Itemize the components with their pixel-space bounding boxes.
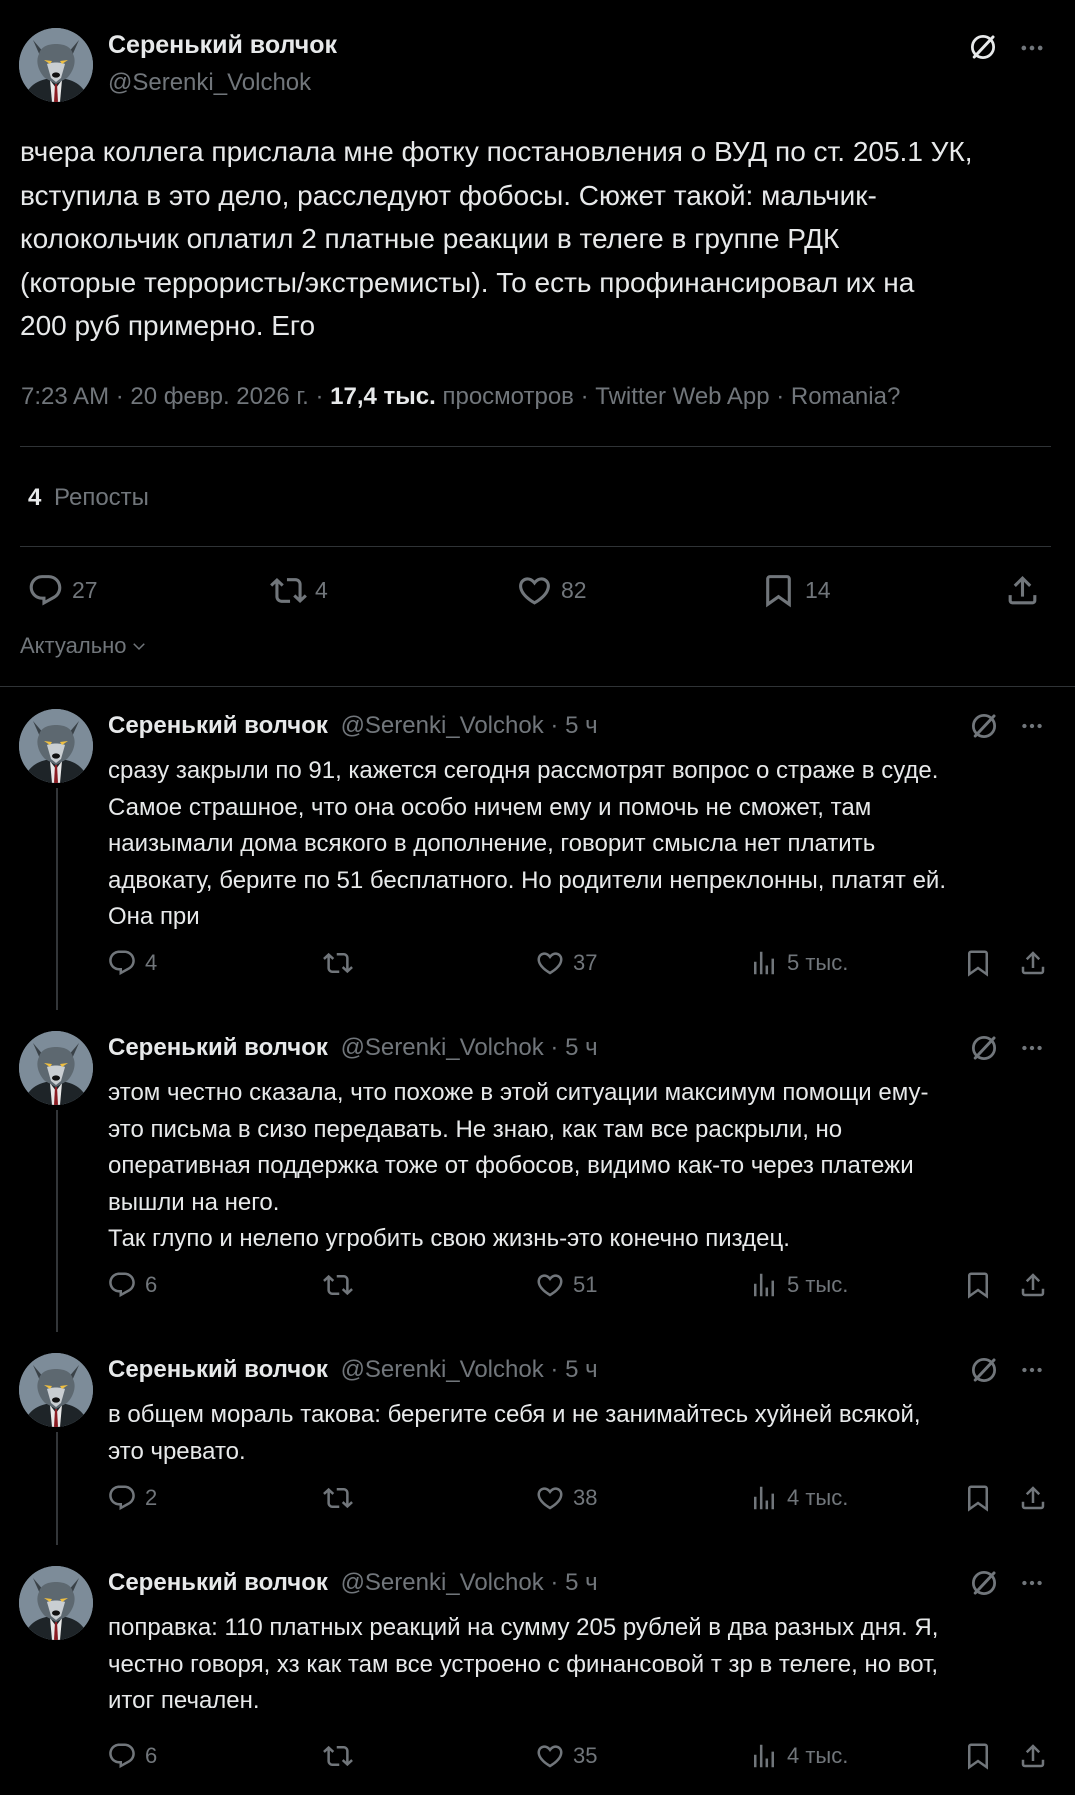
like-icon (516, 572, 553, 609)
avatar[interactable] (19, 1353, 93, 1427)
reposts-count: 4 (28, 484, 42, 511)
bookmark-icon (760, 572, 797, 609)
grok-button[interactable] (969, 1033, 999, 1063)
divider (20, 446, 1051, 447)
thread-line (56, 1110, 58, 1332)
bookmark-button[interactable] (963, 1483, 993, 1513)
thread-line (56, 1432, 58, 1545)
reply-icon (107, 1741, 137, 1771)
retweet-button[interactable] (323, 948, 361, 978)
views-count: 5 тыс. (787, 950, 849, 975)
like-button[interactable] (535, 1483, 597, 1513)
like-count: 35 (573, 1743, 598, 1768)
reply-time[interactable]: 5 ч (565, 712, 598, 739)
reply-text: в общем мораль такова: берегите себя и не занимайтесь хуйней всякой, это чревато. (108, 1401, 921, 1465)
avatar[interactable] (19, 28, 93, 102)
reply-icon (107, 1483, 137, 1513)
author-handle[interactable]: @Serenki_Volchok (340, 1569, 544, 1596)
more-button[interactable] (1019, 1357, 1045, 1383)
bookmark-button[interactable] (963, 1741, 993, 1771)
reply-time[interactable]: 5 ч (565, 1356, 598, 1383)
more-button[interactable] (1019, 1570, 1045, 1596)
grok-button[interactable] (968, 32, 998, 62)
author-name[interactable]: Серенький волчок (108, 712, 328, 739)
reply-count: 27 (72, 577, 98, 603)
share-icon (1018, 1270, 1048, 1300)
views-count: 4 тыс. (787, 1485, 849, 1510)
avatar[interactable] (19, 709, 93, 783)
more-icon (1019, 1570, 1045, 1596)
reply-icon (27, 572, 64, 609)
share-button[interactable] (1004, 572, 1041, 609)
retweet-icon (323, 1483, 353, 1513)
retweet-icon (270, 572, 307, 609)
bookmark-button[interactable] (760, 572, 831, 609)
wolf-avatar-icon (19, 1353, 93, 1427)
main-tweet (0, 0, 1075, 686)
like-count: 38 (573, 1485, 598, 1510)
bookmark-button[interactable] (963, 948, 993, 978)
reply-count: 6 (145, 1743, 158, 1768)
separator-dot: · (550, 712, 566, 739)
views-icon (749, 1270, 779, 1300)
more-button[interactable] (1019, 1035, 1045, 1061)
reply-time[interactable]: 5 ч (565, 1034, 598, 1061)
bookmark-icon (963, 1483, 993, 1513)
views-icon (749, 1741, 779, 1771)
reposts-label: Репосты (54, 484, 149, 511)
share-button[interactable] (1018, 1270, 1048, 1300)
grok-button[interactable] (969, 711, 999, 741)
reply-header (108, 712, 598, 740)
grok-button[interactable] (969, 1568, 999, 1598)
like-icon (535, 948, 565, 978)
wolf-avatar-icon (19, 709, 93, 783)
sort-dropdown[interactable] (20, 633, 148, 659)
reply-icon (107, 948, 137, 978)
views-button[interactable] (749, 1483, 848, 1513)
reply-header (108, 1356, 598, 1384)
share-icon (1018, 1483, 1048, 1513)
bookmark-count: 14 (805, 577, 831, 603)
share-button[interactable] (1018, 1741, 1048, 1771)
reply-time[interactable]: 5 ч (565, 1569, 598, 1596)
grok-icon (969, 1568, 999, 1598)
like-icon (535, 1270, 565, 1300)
author-name[interactable]: Серенький волчок (108, 1356, 328, 1383)
like-icon (535, 1741, 565, 1771)
chevron-down-icon (130, 637, 148, 655)
bookmark-button[interactable] (963, 1270, 993, 1300)
views-label: просмотров · Twitter Web App · Romania? (435, 383, 901, 410)
share-button[interactable] (1018, 948, 1048, 978)
more-icon (1018, 34, 1046, 62)
like-button[interactable] (516, 572, 587, 609)
wolf-avatar-icon (19, 1031, 93, 1105)
more-icon (1019, 1357, 1045, 1383)
separator-dot: · (550, 1034, 566, 1061)
thread-line (56, 788, 58, 1010)
reply-header (108, 1034, 598, 1062)
reply-button[interactable] (27, 572, 98, 609)
retweet-button[interactable] (323, 1741, 361, 1771)
avatar[interactable] (19, 1031, 93, 1105)
divider (20, 546, 1051, 547)
grok-icon (969, 711, 999, 741)
retweet-button[interactable] (323, 1270, 361, 1300)
like-count: 37 (573, 950, 598, 975)
reply-text: поправка: 110 платных реакций на сумму 205 рублей в два разных дня. Я, честно говоря, хз как там все устроено с финансовой т зр в телеге, но вот, итог печален. (108, 1614, 939, 1714)
like-button[interactable] (535, 948, 597, 978)
sort-label: Актуально (20, 633, 127, 658)
share-button[interactable] (1018, 1483, 1048, 1513)
more-button[interactable] (1019, 713, 1045, 739)
grok-icon (968, 32, 998, 62)
divider (0, 686, 1075, 687)
like-count: 82 (561, 577, 587, 603)
like-button[interactable] (535, 1270, 597, 1300)
author-handle[interactable]: @Serenki_Volchok (340, 712, 544, 739)
views-count: 4 тыс. (787, 1743, 849, 1768)
reposts-link[interactable] (28, 484, 149, 512)
retweet-button[interactable] (270, 572, 328, 609)
reply-text: сразу закрыли по 91, кажется сегодня рассмотрят вопрос о страже в суде. Самое страшное, что она особо ничем ему и помочь не сможет, там наизымали дома всякого в дополнение, говорит смысла нет платить адвокату, берите по 51 бесплатного. Но родители непреклонны, платят ей. Она при (108, 757, 947, 930)
retweet-icon (323, 948, 353, 978)
avatar[interactable] (19, 1566, 93, 1640)
grok-button[interactable] (969, 1355, 999, 1385)
wolf-avatar-icon (19, 28, 93, 102)
reply-icon (107, 1270, 137, 1300)
author-name[interactable]: Серенький волчок (108, 1034, 328, 1061)
separator-dot: · (550, 1569, 566, 1596)
views-count: 17,4 тыс. (330, 383, 436, 410)
author-name[interactable]: Серенький волчок (108, 1569, 328, 1596)
reply-text: этом честно сказала, что похоже в этой ситуации максимум помощи ему- это письма в сизо передавать. Не знаю, как там все раскрыли, но оперативная поддержка тоже от фобосов, видимо как-то через платежи вышли на него. Так глупо и нелепо угробить свою жизнь-это конечно пиздец. (108, 1079, 929, 1252)
more-button[interactable] (1018, 34, 1046, 62)
grok-icon (969, 1033, 999, 1063)
tweet-time[interactable]: 7:23 AM · 20 февр. 2026 г. · (21, 383, 331, 410)
tweet-meta (21, 383, 900, 411)
author-handle[interactable]: @Serenki_Volchok (340, 1034, 544, 1061)
more-icon (1019, 1035, 1045, 1061)
like-icon (535, 1483, 565, 1513)
reply-button[interactable] (107, 1270, 157, 1300)
retweet-count: 4 (315, 577, 328, 603)
tweet-text: вчера коллега прислала мне фотку постановления о ВУД по ст. 205.1 УК, вступила в это дело, расследуют фобосы. Сюжет такой: мальчик- колокольчик оплатил 2 платные реакции в телеге в группе РДК (которые террористы/экстремисты). То есть профинансировал их на 200 руб примерно. Его (20, 136, 973, 341)
reply-button[interactable] (107, 1483, 157, 1513)
retweet-button[interactable] (323, 1483, 361, 1513)
retweet-icon (323, 1741, 353, 1771)
reply-count: 6 (145, 1272, 158, 1297)
author-handle[interactable]: @Serenki_Volchok (340, 1356, 544, 1383)
views-icon (749, 948, 779, 978)
views-button[interactable] (749, 1741, 848, 1771)
share-icon (1018, 1741, 1048, 1771)
more-icon (1019, 713, 1045, 739)
views-button[interactable] (749, 948, 848, 978)
bookmark-icon (963, 1741, 993, 1771)
grok-icon (969, 1355, 999, 1385)
views-icon (749, 1483, 779, 1513)
author-name[interactable]: Серенький волчок (108, 31, 338, 59)
views-button[interactable] (749, 1270, 848, 1300)
share-icon (1018, 948, 1048, 978)
separator-dot: · (550, 1356, 566, 1383)
reply-button[interactable] (107, 1741, 157, 1771)
wolf-avatar-icon (19, 1566, 93, 1640)
like-button[interactable] (535, 1741, 597, 1771)
reply-header (108, 1569, 598, 1597)
reply-count: 4 (145, 950, 158, 975)
like-count: 51 (573, 1272, 598, 1297)
reply-button[interactable] (107, 948, 157, 978)
retweet-icon (323, 1270, 353, 1300)
author-handle[interactable]: @Serenki_Volchok (108, 69, 312, 96)
bookmark-icon (963, 1270, 993, 1300)
views-count: 5 тыс. (787, 1272, 849, 1297)
share-icon (1004, 572, 1041, 609)
bookmark-icon (963, 948, 993, 978)
reply-count: 2 (145, 1485, 158, 1510)
